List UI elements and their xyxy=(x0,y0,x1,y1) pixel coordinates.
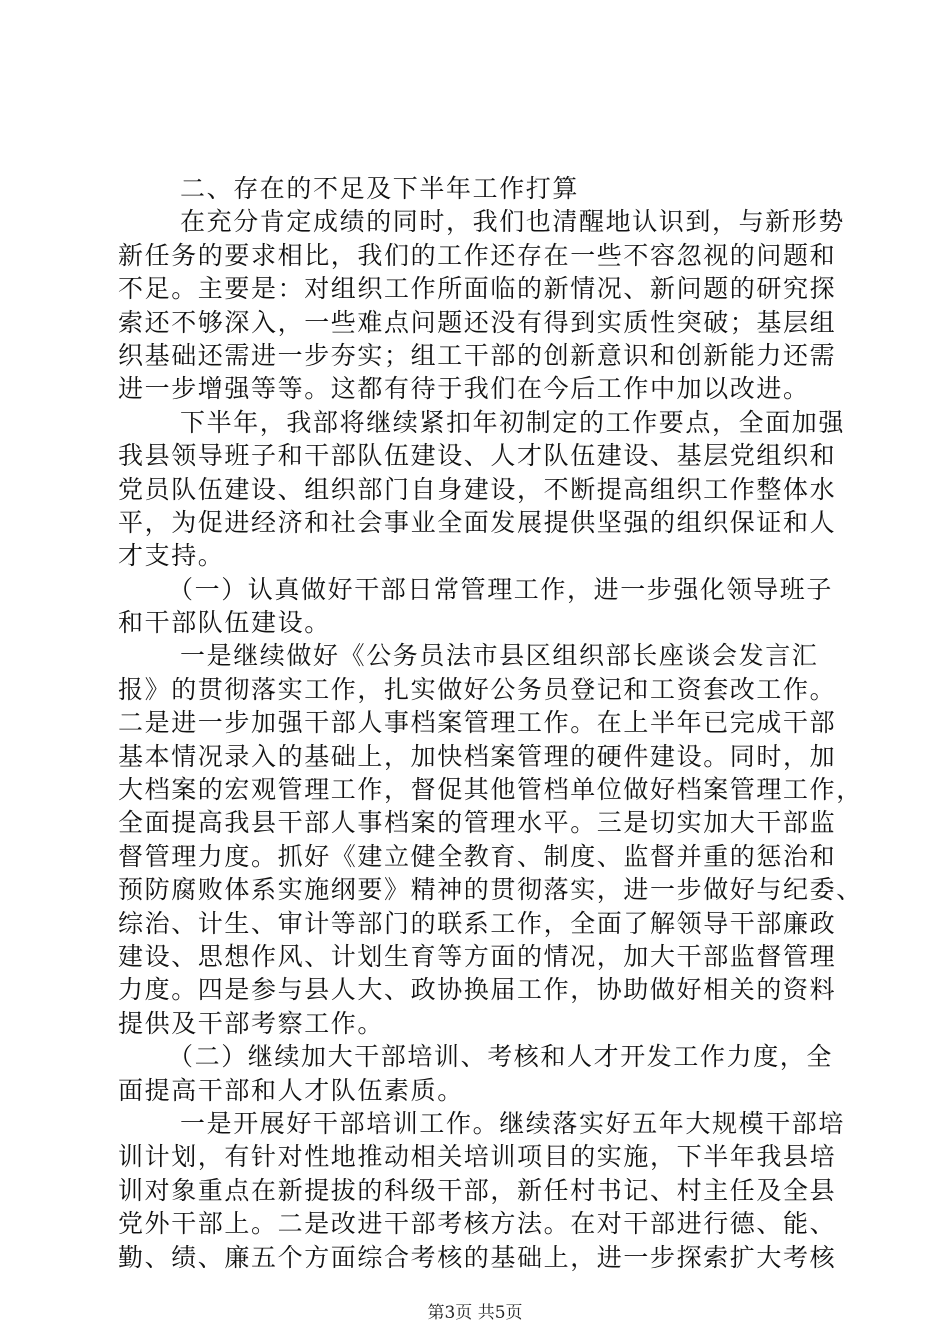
text-line: 面提高干部和人才队伍素质。 xyxy=(118,1075,464,1105)
text-line: 预防腐败体系实施纲要》精神的贯彻落实，进一步做好与纪委、 xyxy=(118,875,863,905)
text-line: 督管理力度。抓好《建立健全教育、制度、监督并重的惩治和 xyxy=(118,841,837,871)
text-line: 提供及干部考察工作。 xyxy=(118,1008,385,1038)
text-line: 全面提高我县干部人事档案的管理水平。三是切实加大干部监 xyxy=(118,808,837,838)
text-line: 新任务的要求相比，我们的工作还存在一些不容忽视的问题和 xyxy=(118,240,837,270)
text-line: 我县领导班子和干部队伍建设、人才队伍建设、基层党组织和 xyxy=(118,441,837,471)
text-line: 党员队伍建设、组织部门自身建设，不断提高组织工作整体水 xyxy=(118,474,837,504)
text-line: 一是继续做好《公务员法市县区组织部长座谈会发言汇 xyxy=(180,641,819,671)
text-line: 党外干部上。二是改进干部考核方法。在对干部进行德、能、 xyxy=(118,1209,837,1239)
text-line: 才支持。 xyxy=(118,541,225,571)
text-line: 力度。四是参与县人大、政协换届工作，协助做好相关的资料 xyxy=(118,975,837,1005)
text-line: 报》的贯彻落实工作，扎实做好公务员登记和工资套改工作。 xyxy=(118,674,837,704)
text-line: （一）认真做好干部日常管理工作，进一步强化领导班子 xyxy=(168,574,834,604)
text-line: 建设、思想作风、计划生育等方面的情况，加大干部监督管理 xyxy=(118,941,837,971)
text-line: 二、存在的不足及下半年工作打算 xyxy=(180,174,580,203)
text-line: 二是进一步加强干部人事档案管理工作。在上半年已完成干部 xyxy=(118,708,837,738)
document-body xyxy=(118,172,863,1274)
text-line: 大档案的宏观管理工作，督促其他管档单位做好档案管理工作， xyxy=(118,775,863,805)
text-line: 和干部队伍建设。 xyxy=(118,608,331,638)
text-line: 一是开展好干部培训工作。继续落实好五年大规模干部培 xyxy=(180,1108,846,1138)
text-line: 在充分肯定成绩的同时，我们也清醒地认识到，与新形势 xyxy=(180,207,846,237)
text-line: 基本情况录入的基础上，加快档案管理的硬件建设。同时，加 xyxy=(118,741,837,771)
page-footer: 第3页 共5页 xyxy=(427,1303,523,1323)
text-line: 训计划，有针对性地推动相关培训项目的实施，下半年我县培 xyxy=(118,1142,837,1172)
text-line: 进一步增强等等。这都有待于我们在今后工作中加以改进。 xyxy=(118,374,810,404)
text-line: 平，为促进经济和社会事业全面发展提供坚强的组织保证和人 xyxy=(118,507,837,537)
text-line: （二）继续加大干部培训、考核和人才开发工作力度，全 xyxy=(168,1042,834,1072)
text-line: 织基础还需进一步夯实；组工干部的创新意识和创新能力还需 xyxy=(118,340,837,370)
text-line: 勤、绩、廉五个方面综合考核的基础上，进一步探索扩大考核 xyxy=(118,1242,837,1272)
text-line: 训对象重点在新提拔的科级干部，新任村书记、村主任及全县 xyxy=(118,1175,837,1205)
text-line: 综治、计生、审计等部门的联系工作，全面了解领导干部廉政 xyxy=(118,908,837,938)
text-line: 下半年，我部将继续紧扣年初制定的工作要点，全面加强 xyxy=(180,407,846,437)
text-line: 索还不够深入，一些难点问题还没有得到实质性突破；基层组 xyxy=(118,307,837,337)
text-line: 不足。主要是：对组织工作所面临的新情况、新问题的研究探 xyxy=(118,274,837,304)
